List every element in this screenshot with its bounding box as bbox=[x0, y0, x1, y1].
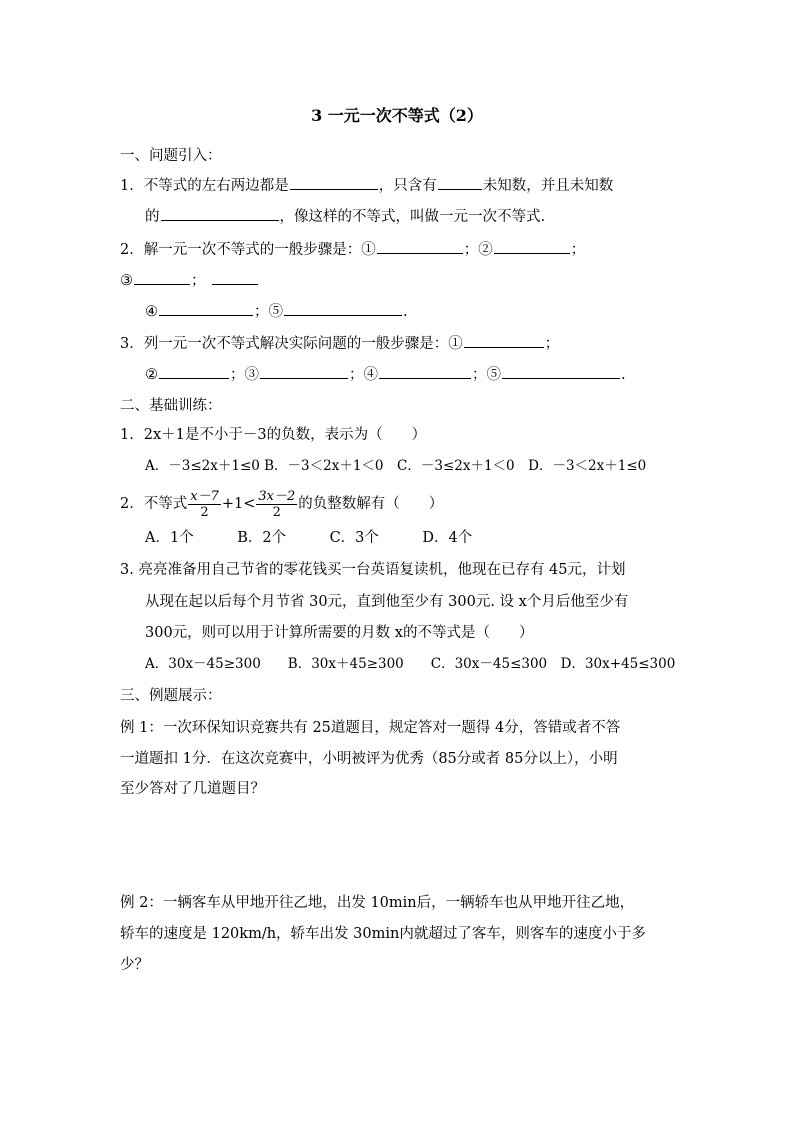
q1-text-c: 未知数，并且未知数 bbox=[482, 178, 614, 194]
q3-line2 bbox=[145, 364, 626, 385]
q2-line1 bbox=[120, 239, 585, 260]
q2-blank-3[interactable] bbox=[134, 270, 190, 285]
ex1-line2: 一道题扣 1分．在这次竞赛中，小明被评为优秀（85分或者 85分以上），小明 bbox=[120, 751, 618, 767]
s2-q2-post: 的负整数解有（ ） bbox=[298, 496, 444, 512]
s2-q2-stem bbox=[120, 487, 443, 521]
q3-text-c: ② bbox=[145, 367, 158, 383]
q1-blank-3[interactable] bbox=[161, 206, 279, 221]
s2-q1-options: A．－3≤2x＋1≤0 B．－3＜2x＋1＜0 C．－3≤2x＋1＜0 D．－3＜2x＋1≤0 bbox=[145, 458, 647, 474]
q3-text-e: ；④ bbox=[349, 367, 378, 383]
fraction-1 bbox=[188, 489, 221, 520]
q3-blank-1[interactable] bbox=[464, 333, 544, 348]
q1-text-a: 不等式的左右两边都是 bbox=[143, 178, 289, 194]
q2-blank-4[interactable] bbox=[212, 270, 258, 285]
ex1-line3: 至少答对了几道题目？ bbox=[120, 781, 265, 797]
s2-q2-pre: 2．不等式 bbox=[120, 496, 188, 512]
fraction-1-numerator: x－7 bbox=[190, 488, 219, 504]
q2-line3 bbox=[145, 301, 408, 322]
q3-blank-4[interactable] bbox=[379, 364, 471, 379]
fraction-2-denominator: 2 bbox=[272, 504, 281, 520]
q1-blank-2[interactable] bbox=[438, 175, 482, 190]
q3-text-f: ；⑤ bbox=[472, 367, 501, 383]
q2-text-f: ④ bbox=[145, 304, 158, 320]
q3-text-g: . bbox=[621, 367, 626, 383]
s2-q3-options: A．30x－45≥300 B．30x＋45≥300 C．30x－45≤300 D．30x+45≤300 bbox=[145, 656, 676, 672]
s2-q1-stem: 1．2x＋1是不小于－3的负数，表示为（ ） bbox=[120, 427, 427, 443]
q3-line1 bbox=[120, 333, 559, 354]
ex2-line2: 轿车的速度是 120km/h，轿车出发 30min内就超过了客车，则客车的速度小于多 bbox=[120, 926, 646, 942]
q1-text-b: ，只含有 bbox=[378, 178, 437, 194]
s2-q3-line2: 从现在起以后每个月节省 30元，直到他至少有 300元. 设 x个月后他至少有 bbox=[145, 594, 629, 610]
q2-line2 bbox=[120, 270, 259, 291]
q2-number: 2． bbox=[120, 242, 144, 258]
q3-text-a: 列一元一次不等式解决实际问题的一般步骤是：① bbox=[143, 336, 463, 352]
ex2-line3: 少？ bbox=[120, 957, 149, 973]
q1-text-d: 的 bbox=[145, 209, 160, 225]
fraction-2-numerator: 3x－2 bbox=[258, 488, 296, 504]
q2-blank-6[interactable] bbox=[284, 301, 402, 316]
q1-text-e: ，像这样的不等式，叫做一元一次不等式. bbox=[279, 209, 546, 225]
fraction-2 bbox=[256, 489, 297, 520]
q2-text-e: ； bbox=[191, 273, 206, 289]
q3-blank-2[interactable] bbox=[159, 364, 229, 379]
section3-heading: 三、例题展示： bbox=[120, 688, 222, 704]
q1-blank-1[interactable] bbox=[290, 175, 378, 190]
q1-number: 1． bbox=[120, 178, 144, 194]
ex1-line1: 例 1：一次环保知识竞赛共有 25道题目，规定答对一题得 4分，答错或者不答 bbox=[120, 720, 621, 736]
s2-q3-line1: 3. 亮亮准备用自己节省的零花钱买一台英语复读机，他现在已存有 45元，计划 bbox=[120, 562, 626, 578]
q2-text-h: . bbox=[403, 304, 408, 320]
q2-text-c: ； bbox=[570, 242, 586, 258]
q1-line2 bbox=[145, 206, 545, 227]
q2-blank-5[interactable] bbox=[159, 301, 253, 316]
q2-text-a: 解一元一次不等式的一般步骤是：① bbox=[143, 242, 376, 258]
page-title: 3 一元一次不等式（2） bbox=[311, 106, 483, 125]
q3-text-d: ；③ bbox=[230, 367, 259, 383]
s2-q2-options: A．1个 B．2个 C．3个 D．4个 bbox=[145, 530, 473, 546]
ex2-line1: 例 2：一辆客车从甲地开往乙地，出发 10min后，一辆轿车也从甲地开往乙地， bbox=[120, 895, 635, 911]
q3-blank-3[interactable] bbox=[260, 364, 348, 379]
q3-text-b: ； bbox=[544, 336, 560, 352]
q2-text-g: ；⑤ bbox=[254, 304, 283, 320]
section2-heading: 二、基础训练： bbox=[120, 398, 222, 414]
s2-q3-line3: 300元，则可以用于计算所需要的月数 x的不等式是（ ） bbox=[145, 625, 534, 641]
section1-heading: 一、问题引入： bbox=[120, 148, 222, 164]
s2-q2-mid: +1< bbox=[221, 496, 256, 512]
q2-text-d: ③ bbox=[120, 273, 133, 289]
q1-line1 bbox=[120, 175, 613, 196]
q2-text-b: ；② bbox=[463, 242, 493, 258]
q2-blank-2[interactable] bbox=[494, 239, 570, 254]
q3-number: 3． bbox=[120, 336, 144, 352]
q2-blank-1[interactable] bbox=[377, 239, 463, 254]
q3-blank-5[interactable] bbox=[502, 364, 620, 379]
fraction-1-denominator: 2 bbox=[200, 504, 209, 520]
